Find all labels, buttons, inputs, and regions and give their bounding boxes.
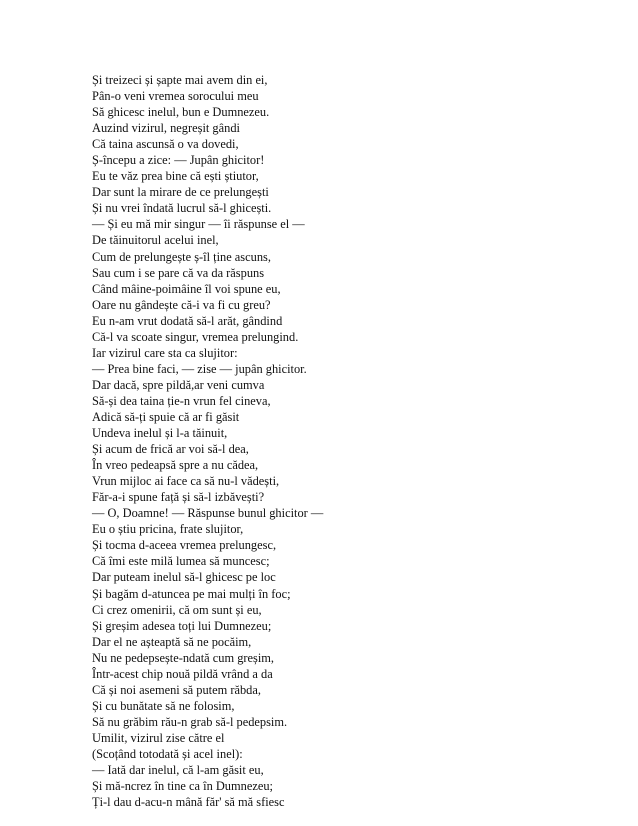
poem-line: Nu ne pedepsește-ndată cum greșim, xyxy=(92,650,275,665)
poem-line: Vrun mijloc ai face ca să nu-l vădești, xyxy=(92,474,280,489)
poem-line: Ci crez omenirii, că om sunt și eu, xyxy=(92,602,262,617)
poem-line: Dar puteam inelul să-l ghicesc pe loc xyxy=(92,570,276,585)
poem-line: Făr-a-i spune față și să-l izbăvești? xyxy=(92,490,265,505)
poem-line: Iar vizirul care sta ca slujitor: xyxy=(92,345,238,360)
poem-line: Pân-o veni vremea sorocului meu xyxy=(92,89,259,104)
poem-line: Umilit, vizirul zise către el xyxy=(92,730,225,745)
poem-line: Și mă-ncrez în tine ca în Dumnezeu; xyxy=(92,779,273,794)
poem-line: Auzind vizirul, negreșit gândi xyxy=(92,121,240,136)
poem-line: Eu o știu pricina, frate slujitor, xyxy=(92,522,244,537)
poem-line: Adică să-ți spuie că ar fi găsit xyxy=(92,409,240,424)
poem-line: Cum de prelungește ș-îl ține ascuns, xyxy=(92,249,271,264)
poem-line: Că taina ascunsă o va dovedi, xyxy=(92,137,239,152)
poem-line: Când mâine-poimâine îl voi spune eu, xyxy=(92,281,281,296)
poem-line: Undeva inelul și l-a tăinuit, xyxy=(92,426,228,441)
poem-line: Într-acest chip nouă pildă vrând a da xyxy=(92,666,273,681)
poem-text xyxy=(92,72,323,810)
poem-line: Și bagăm d-atuncea pe mai mulți în foc; xyxy=(92,586,291,601)
poem-line: Eu te văz prea bine că ești știutor, xyxy=(92,169,259,184)
poem-line: Ți-l dau d-acu-n mână făr' să mă sfiesc xyxy=(92,795,285,810)
poem-line: Să nu grăbim rău-n grab să-l pedepsim. xyxy=(92,714,288,729)
poem-line: (Scoțând totodată și acel inel): xyxy=(92,746,243,761)
poem-line: De tăinuitorul acelui inel, xyxy=(92,233,219,248)
poem-line: Și nu vrei îndată lucrul să-l ghicești. xyxy=(92,201,272,216)
poem-line: Și greșim adesea toți lui Dumnezeu; xyxy=(92,618,272,633)
poem-line: — Iată dar inelul, că l-am găsit eu, xyxy=(92,763,264,778)
poem-line: — O, Doamne! — Răspunse bunul ghicitor — xyxy=(92,506,324,521)
poem-line: Și cu bunătate să ne folosim, xyxy=(92,698,235,713)
poem-line: Să ghicesc inelul, bun e Dumnezeu. xyxy=(92,105,270,120)
poem-line: Și tocma d-aceea vremea prelungesc, xyxy=(92,538,277,553)
poem-line: Eu n-am vrut dodată să-l arăt, gândind xyxy=(92,313,283,328)
poem-line: Să-și dea taina ție-n vrun fel cineva, xyxy=(92,393,271,408)
poem-line: Oare nu gândește că-i va fi cu greu? xyxy=(92,297,271,312)
poem-line: Și treizeci și șapte mai avem din ei, xyxy=(92,73,268,87)
poem-line: În vreo pedeapsă spre a nu cădea, xyxy=(92,458,259,473)
poem-line: Că și noi asemeni să putem răbda, xyxy=(92,682,261,697)
poem-line: Și acum de frică ar voi să-l dea, xyxy=(92,442,249,457)
poem-line: Sau cum i se pare că va da răspuns xyxy=(92,265,265,280)
poem-line: Dar sunt la mirare de ce prelungești xyxy=(92,185,269,200)
poem-line: Dar dacă, spre pildă,ar veni cumva xyxy=(92,377,265,392)
poem-line: Că-l va scoate singur, vremea prelungind. xyxy=(92,329,299,344)
poem-line: Că îmi este milă lumea să muncesc; xyxy=(92,554,270,569)
poem-line: Dar el ne așteaptă să ne pocăim, xyxy=(92,634,252,649)
poem-line: — Prea bine faci, — zise — jupân ghicitor. xyxy=(92,361,307,376)
poem-line: — Și eu mă mir singur — îi răspunse el — xyxy=(92,217,305,232)
poem-line: Ș-începu a zice: — Jupân ghicitor! xyxy=(92,153,265,168)
